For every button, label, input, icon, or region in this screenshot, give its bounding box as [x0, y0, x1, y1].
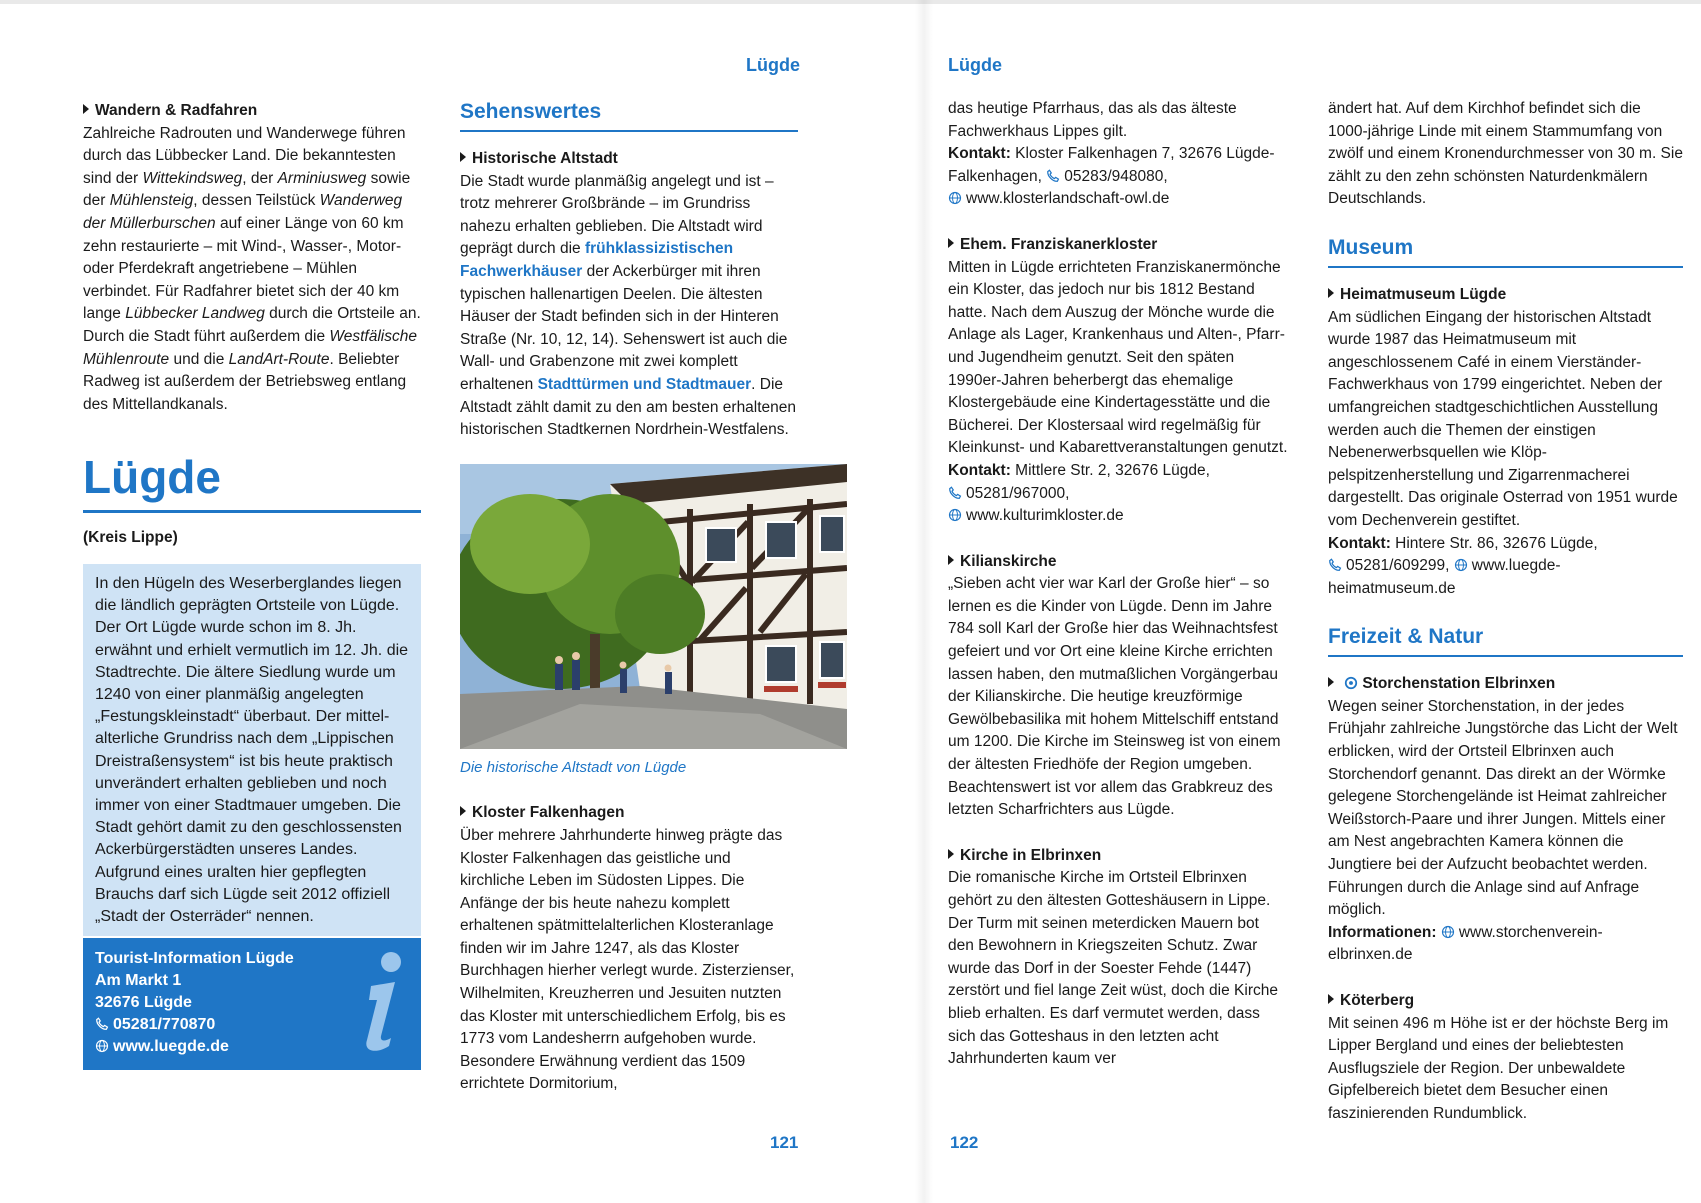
entry-text-koeterberg: [1328, 1013, 1683, 1126]
globe-icon: [95, 1039, 109, 1053]
entry-title-kilianskirche: Kilianskirche: [948, 551, 1288, 574]
phone-icon: [1328, 558, 1342, 572]
entry-title-koeterberg: Köterberg: [1328, 990, 1683, 1013]
entry-title-storchenstation-label: Storchenstation Elbrinxen: [1362, 675, 1556, 693]
intro-box: [83, 564, 421, 936]
altstadt-photo: [460, 464, 847, 749]
text-run: . Die Altstadt zählt damit zu den am besten erhaltenen historischen Stadtkernen Nordrhein-Westfalens.: [460, 375, 797, 439]
text-italic: Arminiusweg: [277, 169, 367, 187]
spacer: [1328, 967, 1683, 990]
text-run: Mittlere Str. 2, 32676 Lügde,: [1010, 461, 1210, 479]
text-highlight: frühklassizistischen Fachwerkhäuser: [460, 240, 734, 280]
text-run: auf einer Länge von 60 km zehn restaurierte – mit Wind-, Wasser-, Motor- oder Pferdekraft angetriebene – Mühlen verbindet. Für Radfahrer bietet sich der 40 km lange: [83, 214, 404, 323]
entry-text-altstadt: [460, 171, 798, 442]
spacer: [1328, 211, 1683, 234]
entry-title-heimatmuseum: Heimatmuseum Lügde: [1328, 284, 1683, 307]
entry-text-storchenstation: [1328, 696, 1683, 967]
text-run: Hintere Str. 86, 32676 Lügde,: [1390, 534, 1598, 552]
contact-link[interactable]: www.klosterlandschaft-owl.de: [966, 190, 1170, 208]
text-italic: Lübbecker Landweg: [125, 305, 265, 323]
text-run: . Beliebter Radweg ist außerdem der Betriebsweg entlang des Mittellandkanals.: [83, 350, 407, 413]
entry-title-altstadt: Historische Altstadt: [460, 148, 798, 171]
column-2: [460, 98, 798, 1096]
entry-text-kilianskirche: [948, 573, 1288, 822]
text-run: Die romanische Kirche im Ortsteil Elbrinxen gehört zu den ältesten Gotteshäusern in Lippe. Der Turm mit seinen meterdicken Mauern bot den Bewohnern in Kriegszeiten Schutz. Zwar wurde das Dorf in der Soester Fehde (1447) zerstört und fiel lange Zeit wüst, doch die Kirche blieb erhalten. Es darf vermutet werden, dass sich das Gotteshaus in den letzten acht Jahrhunderten kaum ver: [948, 869, 1278, 1068]
entry-title-wandern: Wandern & Radfahren: [83, 100, 421, 123]
photo-caption: Die historische Altstadt von Lügde: [460, 758, 687, 776]
text-run: Mit seinen 496 m Höhe ist er der höchste Berg im Lipper Bergland und eines der beliebtesten Ausflugsziele der Region. Der unbewaldete Gipfelbereich bietet dem Besucher einen faszinierenden Rundumblick.: [1328, 1014, 1669, 1122]
globe-icon: [948, 191, 962, 205]
text-italic: Westfälische Mühlenroute: [83, 327, 417, 368]
chapter-title: Lügde: [83, 450, 421, 513]
column-3: [948, 98, 1288, 1071]
contact-link[interactable]: www.kulturimkloster.de: [966, 507, 1124, 525]
spacer: [460, 779, 798, 802]
text-italic: Wittekindsweg: [142, 169, 243, 187]
contact-link[interactable]: 05283/948080,: [1064, 167, 1168, 185]
book-gutter: [915, 0, 933, 1203]
tourist-info-title: Tourist-Information Lügde: [95, 950, 294, 968]
label-bold: Kontakt:: [948, 145, 1011, 163]
spacer: [948, 822, 1288, 845]
text-run: das heutige Pfarrhaus, das als das älteste Fachwerkhaus Lippes gilt.: [948, 100, 1237, 140]
text-run: sowie der: [83, 169, 411, 210]
text-italic: LandArt-Route: [228, 350, 330, 368]
column-1: [83, 100, 421, 1070]
text-run: Die Stadt wurde planmäßig angelegt und ist – trotz mehrerer Großbrände – im Grundriss nahezu erhalten geblieben. Die Altstadt wird geprägt durch die: [460, 172, 774, 258]
phone-icon: [95, 1017, 109, 1031]
text-italic: Mühlensteig: [109, 192, 194, 210]
label-bold: Informationen:: [1328, 923, 1437, 941]
section-heading-museum: Museum: [1328, 234, 1683, 268]
tourist-info-city: 32676 Lügde: [95, 994, 192, 1012]
contact-link[interactable]: www.luegde-heimatmuseum.de: [1328, 557, 1561, 597]
contact-link[interactable]: www.storchenverein-elbrinxen.de: [1328, 923, 1603, 964]
text-highlight: Stadttürmen und Stadtmauer: [537, 375, 752, 393]
entry-title-falkenhagen: Kloster Falkenhagen: [460, 802, 798, 825]
globe-icon: [1454, 558, 1468, 572]
text-run: der Ackerbürger mit ihren typischen hallenartigen Deelen. Die ältesten Häuser der Stadt befinden sich in der Hinteren Straße (Nr. 10, 12, 14). Sehenswert ist auch die Wall- und Grabenzone mit zwei komplett erhaltenen: [460, 262, 788, 393]
entry-text-heimatmuseum: [1328, 307, 1683, 601]
label-bold: Kontakt:: [1328, 534, 1391, 552]
globe-icon: [948, 508, 962, 522]
chapter-subtitle: (Kreis Lippe): [83, 529, 178, 547]
contact-link[interactable]: 05281/609299,: [1346, 557, 1454, 575]
section-heading-freizeit: Freizeit & Natur: [1328, 623, 1683, 657]
entry-text-elbrinxen: [948, 867, 1288, 1070]
text-run: Über mehrere Jahrhunderte hinweg prägte das Kloster Falkenhagen das geistliche und kirchliche Leben im Südosten Lippes. Die Anfänge der bis heute nahezu komplett erhaltenen spätmittelalterlichen Klosteranlage finden wir im Jahre 1247, als das Kloster Burchhagen hierher verlegt wurde. Zisterzienser, Wilhelmiten, Kreuzherren und Jesuiten nutzten das Kloster mit unterschiedlichem Erfolg, bis es 1773 vom Landesherrn aufgehoben wurde. Besondere Erwähnung verdient das 1509 errichtete Dormitorium,: [460, 826, 795, 1093]
tourist-info-web[interactable]: www.luegde.de: [113, 1038, 229, 1056]
entry-text-wandern: [83, 123, 421, 417]
running-head-right: Lügde: [948, 55, 1002, 75]
page-number-right: 122: [950, 1133, 979, 1152]
contact-link[interactable]: 05281/967000,: [966, 484, 1070, 502]
text-run: Kloster Falkenhagen 7, 32676 Lügde-Falkenhagen,: [948, 145, 1275, 185]
text-italic: Wanderweg der Müllerburschen: [83, 192, 403, 232]
section-heading-sehenswertes: Sehenswertes: [460, 98, 798, 132]
entry-text-falkenhagen: [460, 825, 798, 1096]
entry-title-storchenstation: [1328, 673, 1683, 696]
text-run: Zahlreiche Radrouten und Wanderwege führen durch das Lübbecker Land. Die bekanntesten sind der: [83, 124, 406, 187]
text-run: ändert hat. Auf dem Kirchhof befindet sich die 1000-jährige Linde mit einem Stammumfang von zwölf und einem Kronendurchmesser von 30 m. Sie zählt zu den zehn schönsten Naturdenkmälern Deutschlands.: [1328, 100, 1683, 208]
globe-icon: [1441, 925, 1455, 939]
spacer: [948, 211, 1288, 234]
page-top-edge: [0, 0, 1701, 4]
info-i-icon: [351, 946, 411, 1056]
tourist-info-street: Am Markt 1: [95, 972, 182, 990]
text-run: durch die Ortsteile an. Durch die Stadt führt außerdem die: [83, 305, 421, 345]
text-run: und die: [169, 350, 229, 368]
spacer: [948, 528, 1288, 551]
spacer: [1328, 600, 1683, 623]
label-bold: Kontakt:: [948, 461, 1011, 479]
entry-text-franziskaner: [948, 257, 1288, 528]
tip-circle-icon: [1344, 676, 1358, 690]
entry-title-franziskaner: Ehem. Franziskanerkloster: [948, 234, 1288, 257]
phone-icon: [948, 486, 962, 500]
text-run: „Sieben acht vier war Karl der Große hier“ – so lernen es die Kinder von Lügde. Denn im Jahre 784 soll Karl der Große hier das Weihnachtsfest gefeiert und vor Ort eine kleine Kirche errichten lassen haben, den mutmaßlichen Vorgängerbau der Kilianskirche. Die heutige kreuzförmige Gewölbebasilika mit hohem Mittelschiff entstand um 1200. Die Kirche im Steinsweg ist von einem der ältesten Friedhöfe der Region umgeben. Beachtenswert ist vor allem das Grabkreuz des letzten Scharfrichters aus Lügde.: [948, 575, 1281, 819]
entry-text-elbrinxen-continued: [1328, 98, 1683, 211]
text-run: Mitten in Lügde errichteten Franziskanermönche ein Kloster, das jedoch nur bis 1812 Bestand hatte. Nach dem Auszug der Mönche wurde die Anlage als Lager, Krankenhaus und Alten-, Pfarr- und Jugendheim genutzt. Seit den späten 1990er-Jahren beherbergt das ehemalige Klostergebäude eine Kindertagesstätte und die Bücherei. Der Klostersaal wird regelmäßig für Kleinkunst- und Kabarettveranstaltungen genutzt.: [948, 258, 1288, 457]
text-run: Am südlichen Eingang der historischen Altstadt wurde 1987 das Heimatmuseum mit angeschlossenem Café in einem Vierständer-Fachwerkhaus von 1799 eingerichtet. Neben der umfangreichen stadtgeschichtlichen Ausstellung werden auch die Themen der einstigen Nebenerwerbsquellen wie Klöppelspitzenherstellung und Zigarrenmacherei dargestellt. Das originale Osterrad von 1951 wurde vom Dechenverein gestiftet.: [1328, 308, 1678, 529]
text-run: Wegen seiner Storchenstation, in der jedes Frühjahr zahlreiche Jungstörche das Licht der Welt erblicken, wird der Ortsteil Elbrinxen auch Storchendorf genannt. Das direkt an der Wörmke gelegene Storchengelände ist Heimat zahlreicher Weißstorch-Paare und ihrer Jungen. Mittels einer am Nest angebrachten Kamera können die Jungtiere bei der Aufzucht beobachtet werden. Führungen durch die Anlage sind auf Anfrage möglich.: [1328, 697, 1678, 919]
text-run: , der: [242, 169, 278, 187]
column-4: [1328, 98, 1683, 1126]
text-run: , dessen Teilstück: [193, 192, 320, 210]
intro-text: In den Hügeln des Weserberglandes liegen die ländlich geprägten Ortsteile von Lügde. Der Ort Lügde wurde schon im 8. Jh. erwähnt und erhielt vermutlich im 12. Jh. die Stadtrechte. Die ältere Siedlung wurde um 1240 von einer planmäßig angelegten „Festungskleinstadt“ überbaut. Der mittelalterliche Grundriss nach dem „Lippischen Dreistraßensystem“ ist bis heute praktisch unverändert erhalten geblieben und noch immer von einer Stadtmauer umgeben. Die Stadt gehört damit zu den geschlossensten Ackerbürgerstädten unseres Landes. Aufgrund eines uralten hier gepflegten Brauchs darf sich Lügde seit 2012 offiziell „Stadt der Osterräder“ nennen.: [95, 574, 409, 925]
entry-title-elbrinxen: Kirche in Elbrinxen: [948, 845, 1288, 868]
phone-icon: [1046, 169, 1060, 183]
tourist-info-box: [83, 938, 421, 1070]
page-number-left: 121: [770, 1133, 799, 1152]
running-head-left: Lügde: [746, 55, 800, 75]
tourist-info-phone[interactable]: 05281/770870: [113, 1016, 216, 1034]
entry-text-falkenhagen-continued: [948, 98, 1288, 211]
